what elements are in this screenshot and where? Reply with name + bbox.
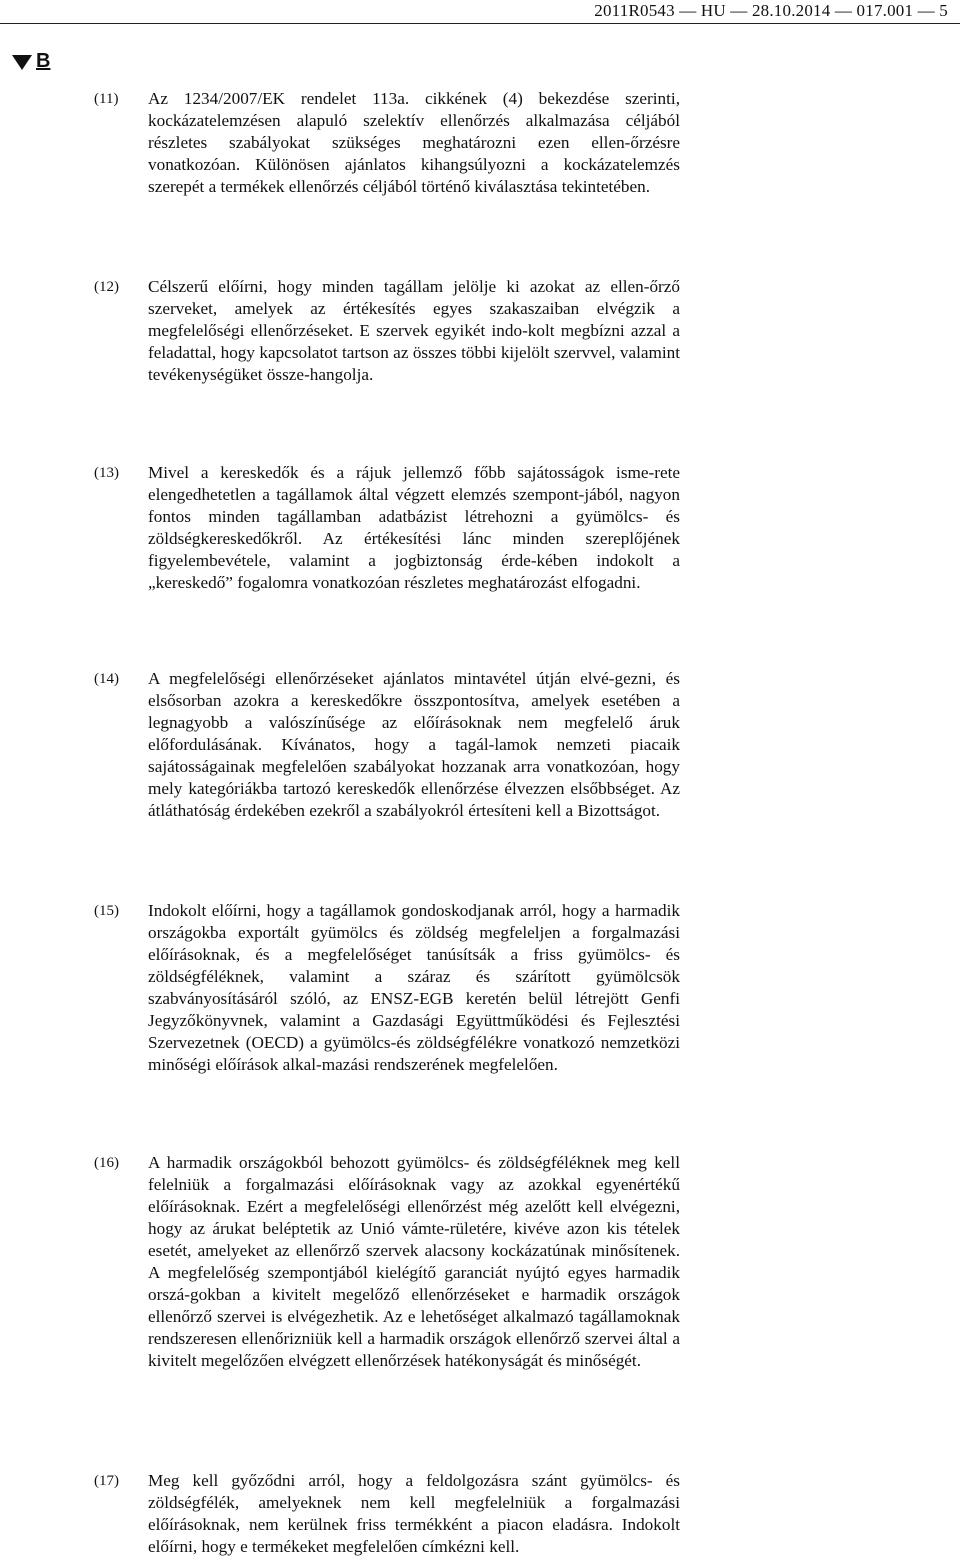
recital-text: Mivel a kereskedők és a rájuk jellemző főbb sajátosságok isme-rete elengedhetetlen a tagállamok által végzett elemzés szempont-jából, nagyon fontos minden tagállamban adatbázist létrehozni a gyümölcs- és zöldségkereskedőkről. Az értékesítési lánc minden szereplőjének figyelembevétele, valamint a jogbiztonság érde-kében indokolt a „kereskedő” fogalomra vonatkozóan részletes meghatározást elfogadni. xyxy=(148,463,680,592)
running-head-text: 2011R0543 — HU — 28.10.2014 — 017.001 — 5 xyxy=(594,1,948,20)
recital-text: A megfelelőségi ellenőrzéseket ajánlatos mintavétel útján elvé-gezni, és elsősorban azokra a kereskedőkre összpontosítva, amelyek esetében a legnagyobb a valószínűsége az előírásoknak nem megfelelő áruk előfordulásának. Kívánatos, hogy a tagál-lamok nemzeti piacaik sajátosságainak megfelelően szabályokat hozzanak arra vonatkozóan, hogy mely kategóriákba tartozó kereskedők ellenőrzése élvezzen elsőbbséget. Az átláthatóság érdekében ezekről a szabályokról értesíteni kell a Bizottságot. xyxy=(148,669,680,820)
recital-text: Indokolt előírni, hogy a tagállamok gondoskodjanak arról, hogy a harmadik országokba exportált gyümölcs és zöldség megfeleljen a forgalmazási előírásoknak, és a megfelelőséget tanúsítsák a friss gyümölcs- és zöldségféléknek, valamint a száraz és szárított gyümölcsök szabványosításáról szóló, az ENSZ-EGB keretén belül létrejött Genfi Jegyzőkönyvnek, valamint a Gazdasági Együttműködési és Fejlesztési Szervezetnek (OECD) a gyümölcs-és zöldségfélékre vonatkozó nemzetközi minőségi előírások alkal-mazási rendszerének megfelelően. xyxy=(148,901,680,1074)
recital-text: Célszerű előírni, hogy minden tagállam jelölje ki azokat az ellen-őrző szerveket, amelyek az értékesítés egyes szakaszaiban elvégzik a megfelelőségi ellenőrzéseket. E szervek egyikét indo-kolt megbízni azzal a feladattal, hogy kapcsolatot tartson az összes többi kijelölt szervvel, valamint tevékenységüket össze-hangolja. xyxy=(148,277,680,384)
recital-text: Meg kell győződni arról, hogy a feldolgozásra szánt gyümölcs- és zöldségfélék, amelyeknek nem kell megfelelniük a forgalmazási előírásoknak, nem kerülnek friss termékként a piacon eladásra. Indokolt előírni, hogy e termékeket megfelelően címkézni kell. xyxy=(148,1471,680,1556)
recital-number: (11) xyxy=(94,91,119,107)
recital-number: (16) xyxy=(94,1155,119,1171)
down-triangle-icon xyxy=(12,55,32,70)
running-header xyxy=(0,0,960,24)
marker-letter: B xyxy=(36,50,51,72)
recital-text: A harmadik országokból behozott gyümölcs- és zöldségféléknek meg kell felelniük a forgalmazási előírásoknak vagy az azokkal egyenértékű előírásoknak. Ezért a megfelelőségi ellenőrzést még azelőtt kell elvégezni, hogy az árukat beléptetik az Unió vámte-rületére, kivéve azon kis tételek esetét, amelyeket az ellenőrző szervek alacsony kockázatúnak minősítenek. A megfelelőség szempontjából kielégítő garanciát nyújtó egyes harmadik orszá-gokban a kivitelt megelőző ellenőrzéseket e harmadik országok ellenőrző szervei is elvégezhetik. Az e lehetőséget alkalmazó tagállamoknak rendszeresen ellenőrizniük kell a harmadik országok ellenőrző szervei által a kivitelt megelőzően elvégzett ellenőrzések hatékonyságát és minőségét. xyxy=(148,1153,680,1370)
recital-number: (14) xyxy=(94,671,119,687)
recital-number: (15) xyxy=(94,903,119,919)
recital-number: (13) xyxy=(94,465,119,481)
recital-number: (17) xyxy=(94,1473,119,1489)
amendment-marker xyxy=(12,50,50,73)
recital-text: Az 1234/2007/EK rendelet 113a. cikkének (4) bekezdése szerinti, kockázatelemzésen alapuló szelektív ellenőrzés alkalmazása céljából részletes szabályokat szükséges meghatározni ezen ellen-őrzésre vonatkozóan. Különösen ajánlatos kihangsúlyozni a kockázatelemzés szerepét a termékek ellenőrzés céljából történő kiválasztása tekintetében. xyxy=(148,89,680,196)
recital-number: (12) xyxy=(94,279,119,295)
